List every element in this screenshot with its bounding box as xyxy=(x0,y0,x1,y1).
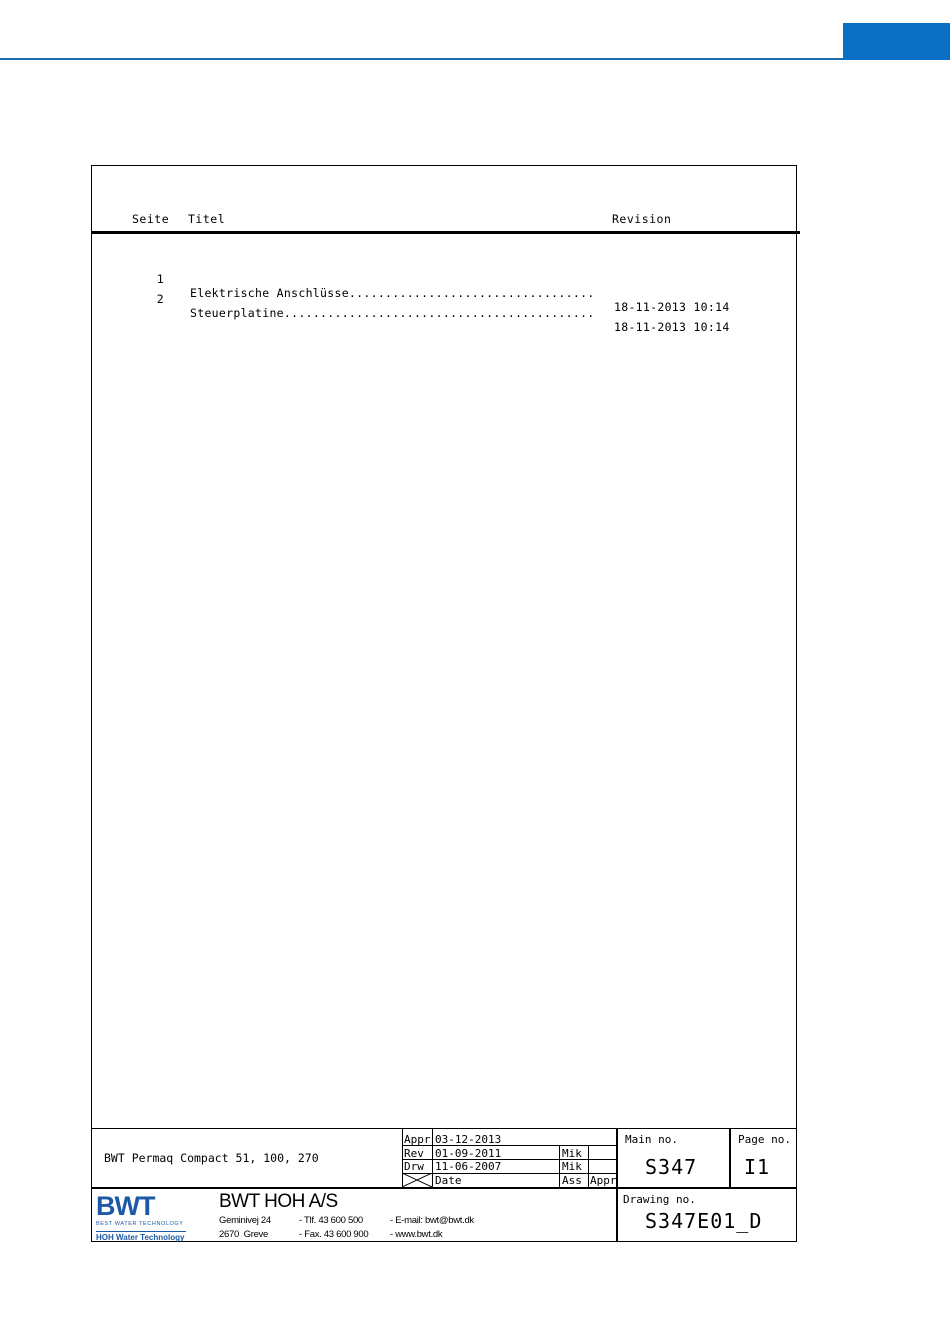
drawing-sheet xyxy=(91,165,797,1242)
company-fax: - Fax. 43 600 900 xyxy=(299,1229,369,1240)
bwt-logo: BWT xyxy=(96,1191,155,1221)
col-header-page: Seite xyxy=(132,212,170,226)
drw-label: Drw xyxy=(404,1160,424,1173)
toc-page-number: 1 xyxy=(156,272,164,286)
drw-date: 11-06-2007 xyxy=(435,1160,502,1173)
company-city: 2670 Greve xyxy=(219,1229,268,1240)
cross-icon xyxy=(402,1173,432,1187)
rev-label: Rev xyxy=(404,1147,424,1160)
toc-row[interactable] xyxy=(92,278,796,348)
date-label: Date xyxy=(435,1174,462,1187)
grid-line xyxy=(588,1145,589,1187)
grid-line xyxy=(559,1145,560,1187)
header-divider xyxy=(92,231,800,234)
company-phone: - Tlf. 43 600 500 xyxy=(299,1215,363,1226)
rev-date: 01-09-2011 xyxy=(435,1147,502,1160)
grid-line xyxy=(729,1129,731,1187)
company-email: - E-mail: bwt@bwt.dk xyxy=(390,1215,474,1226)
drawing-no-label: Drawing no. xyxy=(623,1193,696,1206)
col-header-title: Titel xyxy=(188,212,226,226)
header-accent-block xyxy=(843,23,950,60)
col-header-revision: Revision xyxy=(612,212,672,226)
title-block-divider xyxy=(92,1187,796,1189)
project-name: BWT Permaq Compact 51, 100, 270 xyxy=(104,1151,319,1165)
main-no-label: Main no. xyxy=(625,1133,678,1146)
appr-label: Appr xyxy=(404,1133,431,1146)
toc-title: Elektrische Anschlüsse ..... xyxy=(190,286,595,300)
toc-title: Steuerplatine ..... xyxy=(190,306,595,320)
drawing-no: S347E01_D xyxy=(645,1209,763,1233)
logo-tagline: BEST WATER TECHNOLOGY xyxy=(96,1221,184,1227)
ass-label: Ass xyxy=(562,1174,582,1187)
toc-revision-date: 18-11-2013 10:14 xyxy=(614,300,730,314)
toc-revision-date: 18-11-2013 10:14 xyxy=(614,320,730,334)
drw-by: Mik xyxy=(562,1160,582,1173)
page-no-label: Page no. xyxy=(738,1133,791,1146)
appr2-label: Appr xyxy=(590,1174,617,1187)
header-rule xyxy=(0,58,845,60)
page-no: I1 xyxy=(744,1155,771,1179)
title-block xyxy=(92,1128,796,1242)
main-no: S347 xyxy=(645,1155,698,1179)
company-street: Geminivej 24 xyxy=(219,1215,271,1226)
logo-subtitle: HOH Water Technology xyxy=(96,1233,185,1242)
logo-rule xyxy=(96,1231,186,1232)
appr-date: 03-12-2013 xyxy=(435,1133,502,1146)
toc-page-number: 2 xyxy=(156,292,164,306)
grid-line xyxy=(432,1129,433,1187)
rev-by: Mik xyxy=(562,1147,582,1160)
company-web: - www.bwt.dk xyxy=(390,1229,443,1240)
company-name: BWT HOH A/S xyxy=(219,1191,338,1212)
